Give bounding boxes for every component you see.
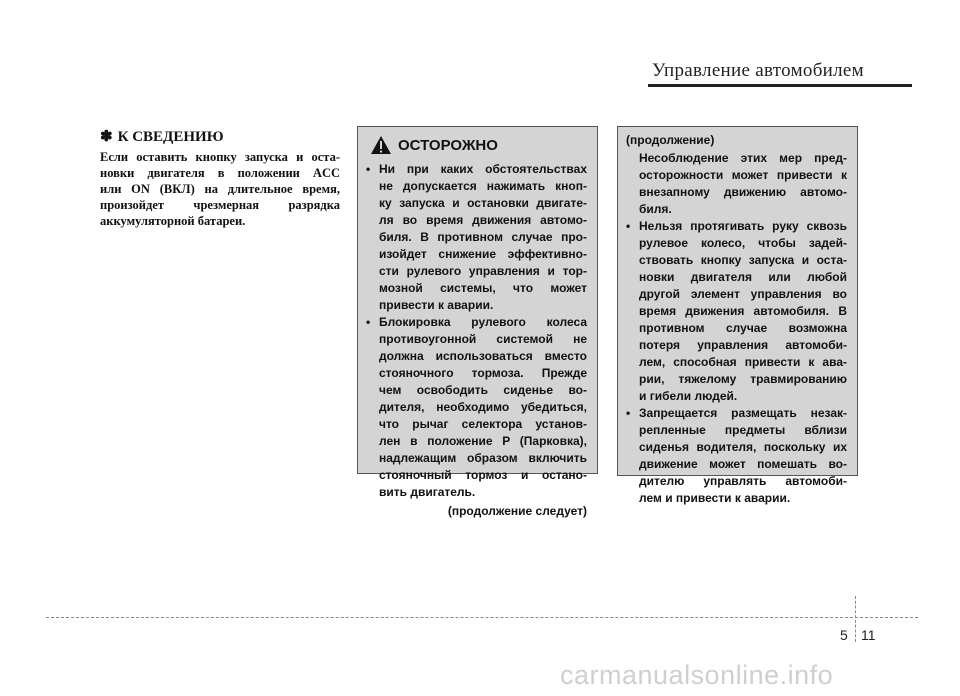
warning-triangle-icon [370, 135, 392, 155]
bullet-item-line [626, 490, 847, 507]
bullet-text: ствовать кнопку запуска и оста- [639, 253, 847, 267]
bullet-item-line [366, 399, 587, 416]
bullet-item-line [366, 433, 587, 450]
bullet-item-line [626, 337, 847, 354]
continuation-line: биля. [639, 202, 672, 216]
info-note-line: произойдет чрезмерная разрядка [100, 198, 340, 212]
warning-list [366, 161, 587, 501]
bullet-item-line [626, 388, 847, 405]
continuation-line: внезапному движению автомо- [639, 185, 847, 199]
bullet-text: рии, тяжелому травмированию [639, 372, 847, 386]
bullet-text: биля. В противном случае про- [379, 230, 587, 244]
bullet-text: противном случае возможна [639, 321, 847, 335]
bullet-text: мозной системы, что может [379, 281, 587, 295]
bullet-text: ля во время движения автомо- [379, 213, 587, 227]
bullet-item-line [626, 269, 847, 286]
warning-box [357, 126, 598, 518]
watermark-text: carmanualsonline.info [560, 660, 834, 690]
continuation-paragraph [626, 150, 847, 218]
bullet-text: лем, способная привести к ава- [639, 355, 847, 369]
bullet-text: вить двигатель. [379, 485, 476, 499]
bullet-text: дителю управлять автомоби- [639, 474, 847, 488]
bullet-text: и гибели людей. [639, 389, 738, 403]
bullet-text: противоугонной системой не [379, 332, 587, 346]
bullet-text: стояночного тормоза. Прежде [379, 366, 587, 380]
warning-title: ОСТОРОЖНО [398, 136, 498, 154]
bullet-item-line [626, 286, 847, 303]
bullet-item-line [366, 246, 587, 263]
continuation-line: Несоблюдение этих мер пред- [639, 151, 847, 165]
bullet-text: чем освободить сиденье во- [379, 383, 587, 397]
bullet-item-line [366, 161, 587, 178]
bullet-item [366, 314, 587, 501]
bullet-text: Нельзя протягивать руку сквозь [639, 219, 847, 233]
bullet-item-line [366, 467, 587, 484]
bullet-item-line [626, 405, 847, 422]
bullet-item-line [366, 195, 587, 212]
bullet-item-line [626, 235, 847, 252]
info-note-line: или ON (ВКЛ) на длительное время, [100, 182, 340, 196]
info-note-line: новки двигателя в положении ACC [100, 166, 340, 180]
bullet-item-line [366, 297, 587, 314]
info-note [100, 127, 340, 229]
bullet-item [626, 218, 847, 405]
continuation-label: (продолжение) [626, 133, 715, 147]
bullet-icon: • [626, 219, 631, 233]
continuation-line: осторожности может привести к [639, 168, 847, 182]
bullet-text: лен в положение P (Парковка), [379, 434, 587, 448]
warning-header [370, 135, 587, 155]
page-number: 11 [861, 627, 876, 643]
page-header-title: Управление автомобилем [651, 60, 864, 81]
continuation-box [617, 126, 858, 505]
bullet-item-line [366, 382, 587, 399]
bullet-text: привести к аварии. [379, 298, 494, 312]
bullet-text: не допускается нажимать кноп- [379, 179, 587, 193]
bullet-text: дителя, необходимо убедиться, [379, 400, 587, 414]
bullet-text: Ни при каких обстоятельствах [379, 162, 587, 176]
bullet-item-line [626, 473, 847, 490]
bullet-text: стояночный тормоз и остано- [379, 468, 587, 482]
bullet-text: репленные предметы вблизи [639, 423, 847, 437]
info-note-title [100, 127, 340, 146]
bullet-text: должна использоваться вместо [379, 349, 587, 363]
bullet-text: новки двигателя или любой [639, 270, 847, 284]
info-note-line: Если оставить кнопку запуска и оста- [100, 150, 340, 164]
bullet-text: другой элемент управления во [639, 287, 847, 301]
bullet-item-line [366, 365, 587, 382]
bullet-text: потеря управления автомоби- [639, 338, 847, 352]
bullet-item-line [366, 348, 587, 365]
bullet-item-line [366, 280, 587, 297]
bullet-item-line [366, 484, 587, 501]
bullet-item-line [626, 320, 847, 337]
star-icon: ✽ [100, 129, 113, 145]
bullet-item-line [366, 178, 587, 195]
bullet-item-line [366, 450, 587, 467]
continued-label: (продолжение следует) [447, 504, 587, 518]
page-number-divider [855, 596, 856, 642]
bullet-item [366, 161, 587, 314]
bullet-item-line [366, 229, 587, 246]
header-rule [648, 84, 912, 87]
bullet-icon: • [626, 406, 631, 420]
bullet-text: ку запуска и остановки двигате- [379, 196, 587, 210]
bullet-text: надлежащим образом включить [379, 451, 587, 465]
bullet-text: Блокировка рулевого колеса [379, 315, 587, 329]
info-note-line: аккумуляторной батареи. [100, 214, 246, 228]
info-note-title-text: К СВЕДЕНИЮ [117, 129, 224, 145]
bullet-text: рулевое колесо, чтобы задей- [639, 236, 847, 250]
bullet-item-line [626, 456, 847, 473]
bullet-text: Запрещается размещать незак- [639, 406, 847, 420]
bullet-text: лем и привести к аварии. [639, 491, 791, 505]
bullet-text: что рычаг селектора установ- [379, 417, 587, 431]
bullet-item-line [626, 252, 847, 269]
bullet-icon: • [366, 315, 371, 329]
bullet-text: сиденья водителя, поскольку их [639, 440, 847, 454]
bullet-item-line [626, 354, 847, 371]
bullet-item-line [366, 331, 587, 348]
footer-rule [46, 617, 918, 618]
bullet-item-line [366, 263, 587, 280]
bullet-item-line [366, 314, 587, 331]
bullet-item-line [626, 218, 847, 235]
bullet-item [626, 405, 847, 507]
bullet-item-line [626, 439, 847, 456]
bullet-text: изойдет снижение эффективно- [379, 247, 587, 261]
bullet-text: сти рулевого управления и тор- [379, 264, 587, 278]
bullet-item-line [366, 416, 587, 433]
bullet-text: движение может помешать во- [639, 457, 847, 471]
bullet-text: время движения автомобиля. В [639, 304, 847, 318]
bullet-icon: • [366, 162, 371, 176]
bullet-item-line [626, 303, 847, 320]
continuation-list [626, 218, 847, 507]
bullet-item-line [626, 422, 847, 439]
bullet-item-line [366, 212, 587, 229]
section-number: 5 [840, 627, 848, 643]
bullet-item-line [626, 371, 847, 388]
